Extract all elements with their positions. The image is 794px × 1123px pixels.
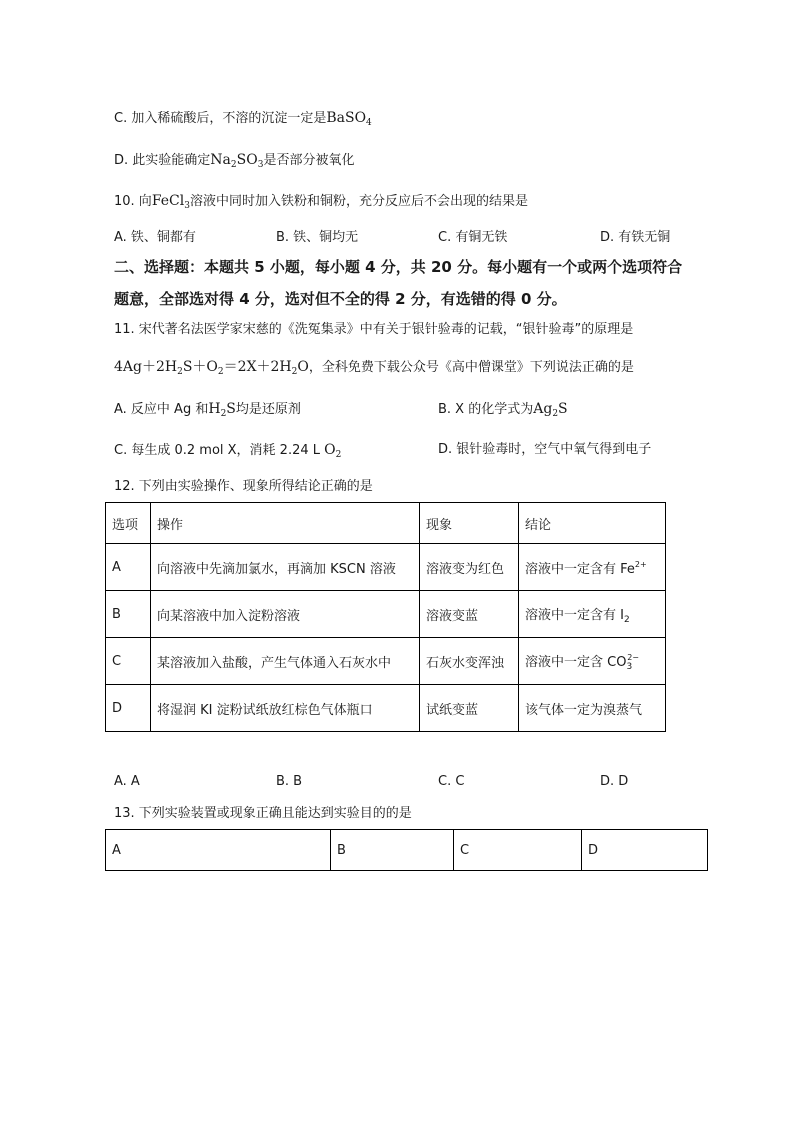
table-row <box>106 591 666 638</box>
table-header-row <box>106 503 666 544</box>
q9-optd-formula <box>210 152 263 168</box>
table-cell: C <box>106 638 151 685</box>
q11-optc-text: C. 每生成 0.2 mol X，消耗 2.24 L <box>114 443 321 458</box>
q13-stem: 13. 下列实验装置或现象正确且能达到实验目的的是 <box>114 806 412 821</box>
q9-optd-post: 是否部分被氧化 <box>263 153 355 168</box>
table-cell: 某溶液加入盐酸，产生气体通入石灰水中 <box>151 638 420 685</box>
q11-equation-line <box>114 357 634 382</box>
section2-heading-line1: 二、选择题：本题共 5 小题，每小题 4 分，共 20 分。每小题有一个或两个选项符合 <box>114 258 683 276</box>
q11-eq-s1: 2 <box>177 367 183 377</box>
cell-text: 溶液中一定含有 Fe <box>525 561 635 577</box>
table-cell <box>519 591 666 638</box>
q11-optc-f: O <box>324 442 336 458</box>
cell-sup: 2− <box>627 652 639 662</box>
table-cell: 将湿润 KI 淀粉试纸放红棕色气体瓶口 <box>151 685 420 732</box>
q12-header-conclusion: 结论 <box>519 503 666 544</box>
q11-eq-d: O <box>297 359 309 375</box>
q11-optb-pre: B. X 的化学式为 <box>438 402 534 417</box>
q9-optc-sub: 4 <box>366 118 372 128</box>
q11-eq-s2: 2 <box>217 367 224 377</box>
q11-optb-f2: S <box>558 401 568 417</box>
q10-formula <box>152 193 190 209</box>
q11-optb-f1: Ag <box>533 401 553 417</box>
q10-option-c: C. 有铜无铁 <box>438 230 508 245</box>
q11-optc-formula <box>324 442 341 458</box>
table-cell: 向溶液中先滴加氯水，再滴加 KSCN 溶液 <box>151 544 420 591</box>
table-cell <box>519 638 666 685</box>
q9-optd-s2: 3 <box>257 160 264 170</box>
cell-sub: 2 <box>623 614 630 625</box>
q11-opta-formula <box>208 401 236 417</box>
q11-optb-s: 2 <box>552 409 559 419</box>
table-row <box>106 544 666 591</box>
q10-formula-sub: 3 <box>184 201 190 211</box>
q12-table <box>105 502 666 732</box>
q11-equation <box>114 359 309 375</box>
q11-option-d: D. 银针验毒时，空气中氧气得到电子 <box>438 442 652 457</box>
section2-heading-line2: 题意，全部选对得 4 分，选对但不全的得 2 分，有选错的得 0 分。 <box>114 290 567 308</box>
q12-stem: 12. 下列由实验操作、现象所得结论正确的是 <box>114 479 373 494</box>
q11-opta-f2: S <box>226 401 236 417</box>
q11-opta-post: 均是还原剂 <box>235 402 301 417</box>
q10-option-a: A. 铁、铜都有 <box>114 230 196 245</box>
q10-pre: 10. 向 <box>114 194 152 209</box>
table-cell: 向某溶液中加入淀粉溶液 <box>151 591 420 638</box>
table-cell: D <box>106 685 151 732</box>
table-cell: 该气体一定为溴蒸气 <box>519 685 666 732</box>
table-cell: B <box>106 591 151 638</box>
q9-option-d <box>114 150 354 175</box>
q9-optd-f1: Na <box>210 152 231 168</box>
q10-post: 溶液中同时加入铁粉和铜粉，充分反应后不会出现的结果是 <box>189 194 528 209</box>
q10-option-b: B. 铁、铜均无 <box>276 230 359 245</box>
q11-opta-pre: A. 反应中 Ag 和 <box>114 402 209 417</box>
q11-eq-s3: 2 <box>291 367 298 377</box>
cell-sub: 3 <box>626 661 633 672</box>
q11-opta-s: 2 <box>220 409 227 419</box>
q9-optd-s1: 2 <box>230 160 237 170</box>
q11-option-c <box>114 440 341 465</box>
q13-table <box>105 829 708 871</box>
q11-stem: 11. 宋代著名法医学家宋慈的《洗冤集录》中有关于银针验毒的记载，“银针验毒”的原理是 <box>114 322 634 337</box>
table-cell: 溶液变为红色 <box>420 544 519 591</box>
q11-optb-formula <box>533 401 567 417</box>
table-cell: 石灰水变浑浊 <box>420 638 519 685</box>
q9-option-c <box>114 108 372 133</box>
cell-text: 溶液中一定含有 I <box>525 607 624 623</box>
q12-header-operation: 操作 <box>151 503 420 544</box>
q12-option-c: C. C <box>438 774 465 789</box>
table-cell: 试纸变蓝 <box>420 685 519 732</box>
q11-eq-post: ，全科免费下载公众号《高中僧课堂》下列说法正确的是 <box>308 360 634 375</box>
table-cell: A <box>106 544 151 591</box>
q11-option-a <box>114 399 301 424</box>
table-cell <box>519 544 666 591</box>
q12-option-b: B. B <box>276 774 303 789</box>
cell-sup: 2+ <box>634 559 647 569</box>
q11-eq-a: 4Ag＋2H <box>114 359 178 375</box>
q9-optc-text: C. 加入稀硫酸后，不溶的沉淀一定是 <box>114 111 327 126</box>
q11-eq-c: ＝2X＋2H <box>223 359 292 375</box>
q11-eq-b: S＋O <box>182 359 218 375</box>
table-cell: 溶液变蓝 <box>420 591 519 638</box>
q9-optc-formula <box>326 110 371 126</box>
q12-header-option: 选项 <box>106 503 151 544</box>
q9-optd-f2: SO <box>236 152 258 168</box>
q13-header-b: B <box>331 830 454 871</box>
q13-header-d: D <box>582 830 708 871</box>
q10-stem <box>114 191 528 216</box>
q9-optc-formula-main: BaSO <box>326 110 367 126</box>
q11-opta-f1: H <box>208 401 221 417</box>
q13-header-c: C <box>454 830 582 871</box>
q12-header-phenomenon: 现象 <box>420 503 519 544</box>
q12-option-a: A. A <box>114 774 140 789</box>
table-header-row <box>106 830 708 871</box>
q9-optd-pre: D. 此实验能确定 <box>114 153 211 168</box>
table-row <box>106 638 666 685</box>
q10-formula-main: FeCl <box>151 193 185 209</box>
q10-option-d: D. 有铁无铜 <box>600 230 671 245</box>
cell-text: 溶液中一定含 CO <box>525 654 627 670</box>
q11-optc-s: 2 <box>335 450 342 460</box>
q13-header-a: A <box>106 830 331 871</box>
q11-option-b <box>438 399 568 424</box>
q12-option-d: D. D <box>600 774 629 789</box>
table-row <box>106 685 666 732</box>
